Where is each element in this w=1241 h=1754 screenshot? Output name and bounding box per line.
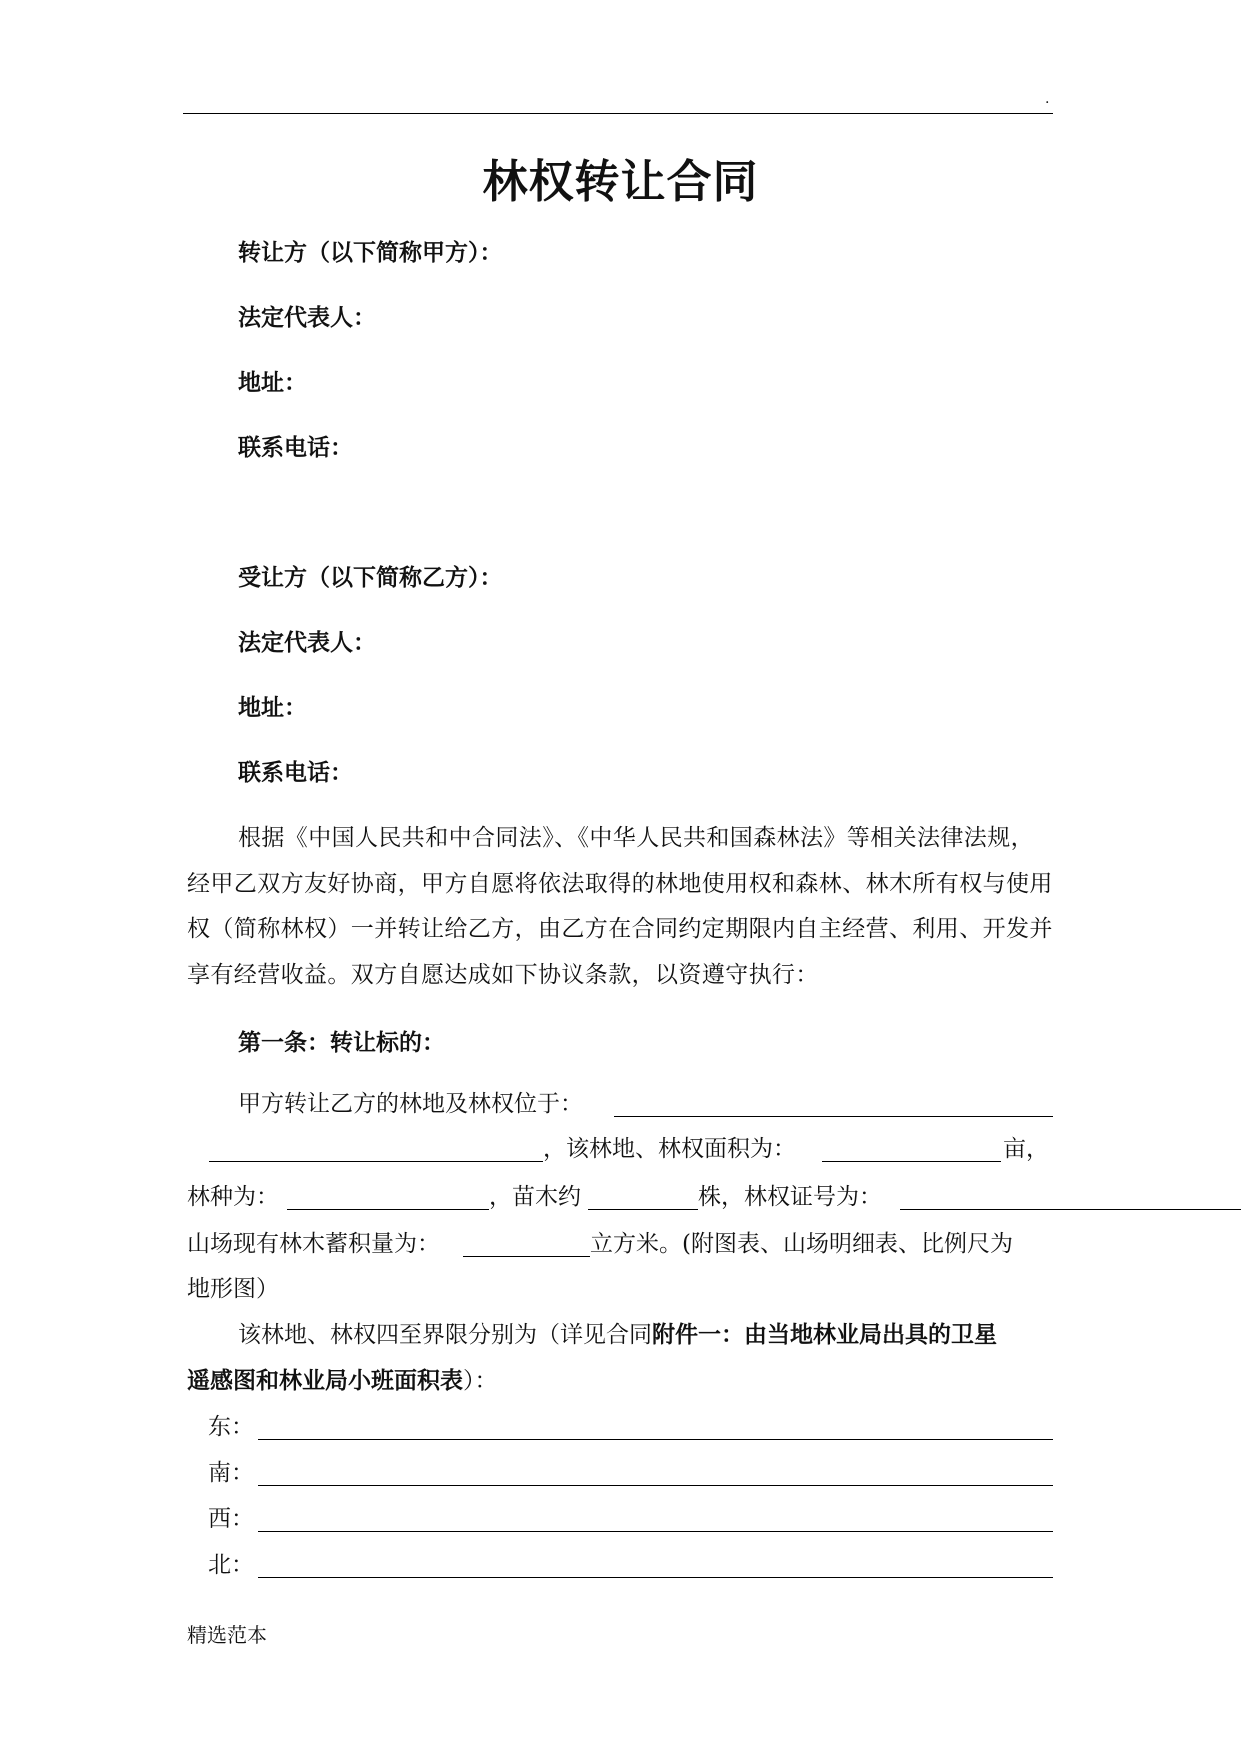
volume-unit: 立方米。(附图表、山场明细表、比例尺为 <box>590 1231 1013 1257</box>
species-blank <box>287 1209 489 1210</box>
boundary-prefix: 该林地、林权四至界限分别为（详见合同 <box>238 1322 652 1348</box>
preamble-paragraph: 根据《中国人民共和中合同法》、《中华人民共和国森林法》等相关法律法规，经甲乙双方友好协商，甲方自愿将依法取得的林地使用权和森林、林木所有权与使用权（简称林权）一并转让给乙方，由乙方在合同约定期限内自主经营、利用、开发并享有经营收益。双方自愿达成如下协议条款，以资遵守执行： <box>187 825 1053 988</box>
species-label: 林种为： <box>187 1184 279 1210</box>
party-b-name-label: 受让方（以下简称乙方）： <box>238 565 503 591</box>
boundary-attachment-2: 遥感图和林业局小班面积表 <box>187 1368 463 1394</box>
party-a-address-label: 地址： <box>238 370 307 396</box>
boundary-line-2 <box>187 1364 498 1398</box>
east-label: 东： <box>208 1414 254 1440</box>
party-a-rep-label: 法定代表人： <box>238 305 376 331</box>
party-b-rep-label: 法定代表人： <box>238 630 376 656</box>
location-blank-2 <box>209 1161 543 1162</box>
south-blank <box>258 1485 1053 1486</box>
party-b-address-label: 地址： <box>238 695 307 721</box>
boundary-line-1 <box>238 1318 997 1352</box>
location-label: 甲方转让乙方的林地及林权位于： <box>238 1091 583 1117</box>
location-blank <box>614 1116 1053 1117</box>
party-b-phone-label: 联系电话： <box>238 760 353 786</box>
seedling-blank <box>588 1209 698 1210</box>
area-blank <box>822 1161 1001 1162</box>
party-a-phone-label: 联系电话： <box>238 435 353 461</box>
header-dot: . <box>1045 91 1050 107</box>
boundary-attachment-1: 附件一：由当地林业局出具的卫星 <box>652 1322 997 1348</box>
west-blank <box>258 1531 1053 1532</box>
area-label: ，该林地、林权面积为： <box>543 1136 796 1162</box>
west-label: 西： <box>208 1506 254 1532</box>
seedling-unit: 株，林权证号为： <box>698 1184 882 1210</box>
south-label: 南： <box>208 1460 254 1486</box>
document-title: 林权转让合同 <box>482 155 759 208</box>
page-footer: 精选范本 <box>187 1623 267 1647</box>
cert-number-blank <box>900 1209 1241 1210</box>
east-blank <box>258 1439 1053 1440</box>
area-unit: 亩， <box>1003 1136 1049 1162</box>
header-rule <box>183 113 1053 114</box>
article1-heading: 第一条：转让标的： <box>238 1030 445 1056</box>
seedling-label: ，苗木约 <box>489 1184 581 1210</box>
volume-label: 山场现有林木蓄积量为： <box>187 1231 440 1257</box>
party-a-name-label: 转让方（以下简称甲方）： <box>238 240 503 266</box>
boundary-suffix: ）： <box>463 1368 498 1394</box>
north-label: 北： <box>208 1552 254 1578</box>
north-blank <box>258 1577 1053 1578</box>
volume-blank <box>463 1256 590 1257</box>
volume-tail: 地形图） <box>187 1276 279 1302</box>
